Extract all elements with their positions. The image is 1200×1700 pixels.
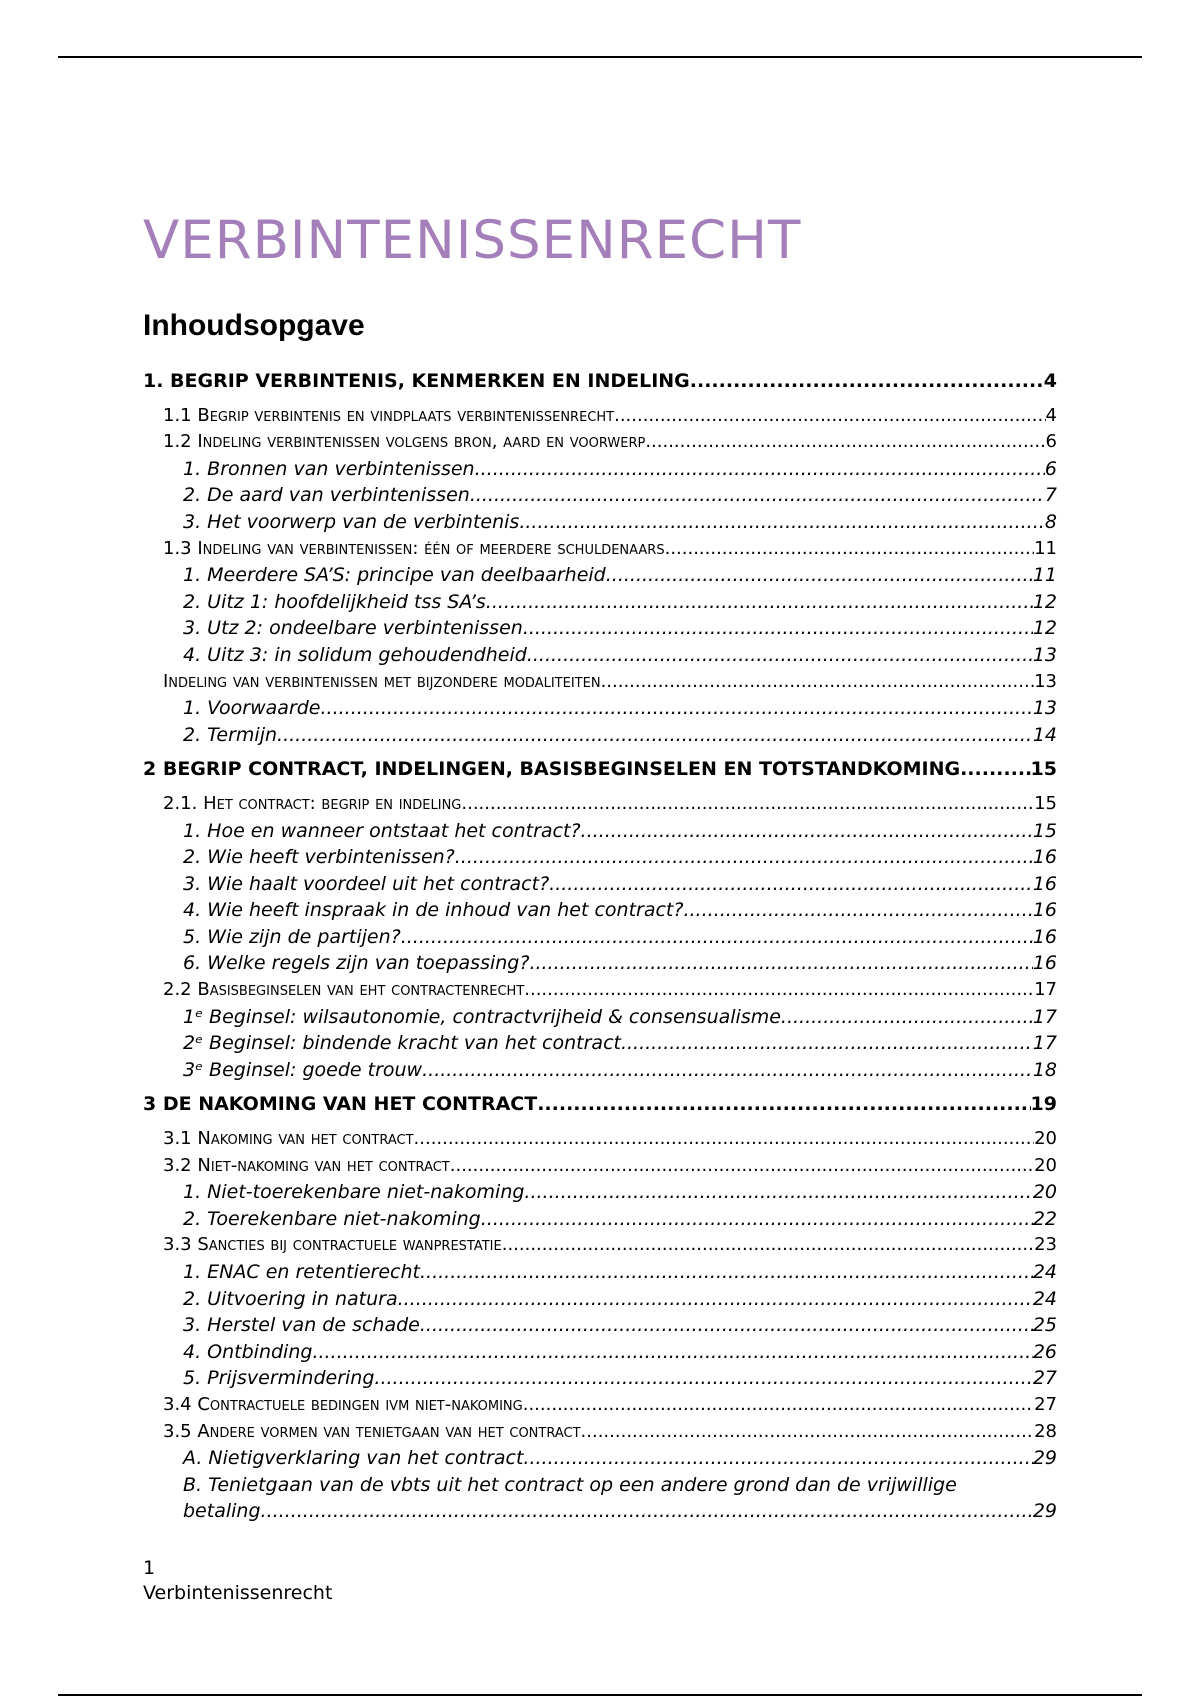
toc-subsection[interactable] (143, 642, 1057, 669)
toc-dot-leader (527, 642, 1033, 669)
toc-page-number: 23 (1034, 1234, 1057, 1256)
toc-subsection[interactable] (143, 562, 1057, 589)
toc-page-number: 19 (1030, 1093, 1057, 1116)
toc-subsection[interactable] (143, 1206, 1057, 1233)
toc-heading: Inhoudsopgave (143, 309, 365, 342)
toc-entry-title: 5. Wie zijn de partijen? (183, 925, 401, 948)
toc-entry-title: 6. Welke regels zijn van toepassing? (183, 952, 530, 975)
toc-subsection[interactable] (143, 1445, 1057, 1472)
toc-entry-title: 3.2 Niet-nakoming van het contract (163, 1154, 450, 1176)
toc-entry-title: 3.5 Andere vormen van tenietgaan van het contract (163, 1420, 581, 1442)
toc-page-number: 16 (1032, 872, 1057, 895)
toc-page-number: 25 (1032, 1314, 1057, 1337)
toc-dot-leader (420, 1259, 1033, 1286)
toc-dot-leader (781, 1004, 1033, 1031)
toc-dot-leader (601, 669, 1035, 696)
toc-dot-leader (414, 1126, 1035, 1153)
toc-dot-leader (960, 756, 1030, 783)
toc-entry-line[interactable]: B. Tenietgaan van de vbts uit het contract op een andere grond dan de vrijwillige (183, 1473, 957, 1496)
toc-dot-leader (422, 1057, 1033, 1084)
toc-page-number: 28 (1034, 1420, 1057, 1442)
toc-subsection[interactable] (143, 897, 1057, 924)
toc-subsection[interactable] (143, 1030, 1057, 1057)
toc-subsection[interactable] (143, 1286, 1057, 1313)
toc-entry-title: 2ᵉ Beginsel: bindende kracht van het contract (183, 1032, 621, 1055)
toc-subsection[interactable] (143, 924, 1057, 951)
toc-section[interactable] (143, 977, 1057, 1004)
toc-page-number: 13 (1032, 697, 1057, 720)
toc-dot-leader (519, 509, 1045, 536)
toc-dot-leader (523, 1445, 1032, 1472)
toc-subsection[interactable] (143, 722, 1057, 749)
toc-chapter[interactable] (143, 1091, 1057, 1118)
toc-subsection[interactable] (143, 871, 1057, 898)
toc-section[interactable] (143, 1126, 1057, 1153)
toc-page-number: 6 (1045, 431, 1057, 453)
toc-subsection[interactable] (143, 1312, 1057, 1339)
toc-chapter[interactable] (143, 756, 1057, 783)
toc-entry-title: 1. Bronnen van verbintenissen (183, 457, 475, 480)
toc-page-number: 14 (1032, 723, 1057, 746)
toc-section[interactable] (143, 403, 1057, 430)
toc-dot-leader (374, 1365, 1032, 1392)
toc-entry-title: 2. Termijn (183, 723, 278, 746)
toc-dot-leader (581, 1419, 1035, 1446)
toc-entry-title: 1. BEGRIP VERBINTENIS, KENMERKEN EN INDELING (143, 370, 690, 392)
toc-dot-leader (261, 1498, 1033, 1525)
toc-dot-leader (523, 1392, 1034, 1419)
page-footer (143, 1556, 332, 1606)
toc-page-number: 16 (1032, 925, 1057, 948)
toc-page-number: 16 (1032, 952, 1057, 975)
toc-subsection[interactable] (143, 1365, 1057, 1392)
toc-page-number: 27 (1032, 1367, 1057, 1390)
toc-subsection[interactable] (143, 456, 1057, 483)
toc-subsection[interactable] (143, 509, 1057, 536)
toc-entry-title: 3. Herstel van de schade (183, 1314, 420, 1337)
toc-entry-title: 1.1 Begrip verbintenis en vindplaats verbintenissenrecht (163, 404, 615, 426)
page-number: 1 (143, 1557, 156, 1579)
toc-subsection[interactable] (143, 1259, 1057, 1286)
toc-entry[interactable] (143, 1498, 1057, 1525)
toc-entry-title: 1. Meerdere SA’S: principe van deelbaarheid (183, 564, 606, 587)
toc-dot-leader (312, 1339, 1032, 1366)
toc-dot-leader (486, 589, 1033, 616)
toc-page-number: 17 (1032, 1005, 1057, 1028)
toc-entry-title: 4. Ontbinding (183, 1340, 313, 1363)
toc-page-number: 11 (1034, 537, 1057, 559)
footer-document-name: Verbintenissenrecht (143, 1582, 333, 1604)
toc-chapter[interactable] (143, 368, 1057, 395)
toc-entry-title: 2 BEGRIP CONTRACT, INDELINGEN, BASISBEGINSELEN EN TOTSTANDKOMING (143, 758, 961, 781)
toc-page-number: 4 (1043, 370, 1057, 392)
toc-page-number: 20 (1032, 1181, 1057, 1204)
toc-page-number: 16 (1032, 899, 1057, 922)
toc-page-number: 16 (1032, 846, 1057, 869)
toc-section[interactable] (143, 429, 1057, 456)
toc-page-number: 24 (1032, 1287, 1057, 1310)
toc-page-number: 27 (1034, 1393, 1057, 1415)
toc-subsection[interactable] (143, 1179, 1057, 1206)
toc-subsection[interactable] (143, 818, 1057, 845)
toc-entry-title: betaling (183, 1500, 261, 1523)
footer-rule (58, 1694, 1142, 1696)
toc-page-number: 15 (1034, 792, 1057, 814)
toc-page-number: 17 (1032, 1032, 1057, 1055)
toc-entry-title: 4. Uitz 3: in solidum gehoudendheid (183, 643, 527, 666)
toc-entry-title: 2.2 Basisbeginselen van eht contractenrecht (163, 979, 525, 1001)
toc-subsection[interactable] (143, 482, 1057, 509)
toc-page-number: 17 (1034, 979, 1057, 1001)
toc-section[interactable] (143, 791, 1057, 818)
toc-dot-leader (524, 977, 1034, 1004)
toc-entry-title: 3. Het voorwerp van de verbintenis (183, 510, 520, 533)
toc-subsection[interactable] (143, 844, 1057, 871)
toc-section[interactable] (143, 1392, 1057, 1419)
toc-dot-leader (621, 1030, 1033, 1057)
toc-entry-title: 1. Hoe en wanneer ontstaat het contract? (183, 819, 581, 842)
toc-entry-title: 2. Uitz 1: hoofdelijkheid tss SA’s (183, 590, 486, 613)
toc-dot-leader (321, 695, 1033, 722)
toc-dot-leader (690, 368, 1044, 395)
toc-page-number: 6 (1044, 457, 1057, 480)
toc-entry-title: 3. Wie haalt voordeel uit het contract? (183, 872, 550, 895)
toc-dot-leader (606, 562, 1033, 589)
toc-dot-leader (502, 1232, 1034, 1259)
toc-dot-leader (481, 1206, 1033, 1233)
toc-entry-title: 3.4 Contractuele bedingen ivm niet-nakoming (163, 1393, 523, 1415)
toc-entry-title: 1ᵉ Beginsel: wilsautonomie, contractvrijheid & consensualisme (183, 1005, 781, 1028)
toc-page-number: 18 (1032, 1058, 1057, 1081)
toc-subsection[interactable] (143, 589, 1057, 616)
toc-dot-leader (529, 950, 1032, 977)
toc-dot-leader (461, 791, 1034, 818)
toc-section[interactable] (143, 1153, 1057, 1180)
toc-subsection[interactable] (143, 1057, 1057, 1084)
toc-dot-leader (581, 818, 1033, 845)
toc-dot-leader (614, 403, 1045, 430)
toc-page-number: 15 (1030, 758, 1057, 781)
toc-page-number: 20 (1034, 1154, 1057, 1176)
toc-dot-leader (455, 844, 1033, 871)
toc-dot-leader (683, 897, 1032, 924)
toc-entry-title: 4. Wie heeft inspraak in de inhoud van het contract? (183, 899, 684, 922)
toc-subsection[interactable] (143, 1004, 1057, 1031)
toc-entry-title: 1. Niet-toerekenbare niet-nakoming (183, 1181, 525, 1204)
toc-section[interactable] (143, 669, 1057, 696)
toc-dot-leader (475, 456, 1045, 483)
toc-dot-leader (645, 429, 1045, 456)
toc-dot-leader (401, 924, 1033, 951)
toc-entry-title: 2. De aard van verbintenissen (183, 484, 470, 507)
toc-dot-leader (549, 871, 1033, 898)
toc-page-number: 26 (1032, 1340, 1057, 1363)
toc-entry-title: 5. Prijsvermindering (183, 1367, 375, 1390)
toc-section[interactable] (143, 1419, 1057, 1446)
toc-subsection[interactable] (143, 950, 1057, 977)
toc-page-number: 20 (1034, 1128, 1057, 1150)
toc-page-number: 11 (1032, 564, 1057, 587)
toc-page-number: 13 (1032, 643, 1057, 666)
toc-entry-title: 1.2 Indeling verbintenissen volgens bron, aard en voorwerp (163, 431, 646, 453)
toc-page-number: 29 (1032, 1500, 1057, 1523)
toc-subsection[interactable] (143, 615, 1057, 642)
toc-page-number: 12 (1032, 590, 1057, 613)
toc-entry-title: 2. Toerekenbare niet-nakoming (183, 1207, 481, 1230)
toc-dot-leader (398, 1286, 1033, 1313)
toc-entry-title: 2. Uitvoering in natura (183, 1287, 398, 1310)
toc-entry-title: 3.1 Nakoming van het contract (163, 1128, 414, 1150)
toc-page-number: 7 (1044, 484, 1057, 507)
toc-page-number: 15 (1032, 819, 1057, 842)
toc-section[interactable] (143, 1232, 1057, 1259)
toc-page-number: 24 (1032, 1261, 1057, 1283)
toc-dot-leader (450, 1153, 1034, 1180)
toc-page-number: 12 (1032, 617, 1057, 640)
toc-dot-leader (665, 536, 1035, 563)
toc-entry-title: A. Nietigverklaring van het contract (183, 1447, 524, 1470)
toc-page-number: 22 (1032, 1207, 1057, 1230)
toc-entry-title: Indeling van verbintenissen met bijzondere modaliteiten (163, 670, 601, 692)
toc-page-number: 8 (1044, 510, 1057, 533)
document-title: VERBINTENISSENRECHT (143, 210, 802, 271)
toc-entry-title: 1. Voorwaarde (183, 697, 321, 720)
toc-entry-title: 2.1. Het contract: begrip en indeling (163, 792, 462, 814)
toc-dot-leader (420, 1312, 1033, 1339)
header-rule (58, 56, 1142, 58)
table-of-contents (143, 360, 1057, 1525)
toc-page-number: 29 (1032, 1447, 1057, 1470)
toc-section[interactable] (143, 536, 1057, 563)
toc-dot-leader (537, 1091, 1030, 1118)
toc-subsection[interactable] (143, 695, 1057, 722)
toc-entry-title: 3. Utz 2: ondeelbare verbintenissen (183, 617, 523, 640)
toc-entry-title: 3.3 Sancties bij contractuele wanprestatie (163, 1234, 502, 1256)
toc-entry-title: 3ᵉ Beginsel: goede trouw (183, 1058, 423, 1081)
toc-entry-title: 3 DE NAKOMING VAN HET CONTRACT (143, 1093, 538, 1116)
toc-subsection[interactable] (143, 1339, 1057, 1366)
toc-page-number: 13 (1034, 670, 1057, 692)
toc-dot-leader (277, 722, 1033, 749)
toc-entry-title: 2. Wie heeft verbintenissen? (183, 846, 455, 869)
toc-dot-leader (524, 1179, 1032, 1206)
toc-page-number: 4 (1045, 404, 1057, 426)
toc-entry-title: 1. ENAC en retentierecht (183, 1261, 420, 1283)
toc-entry-title: 1.3 Indeling van verbintenissen: één of meerdere schuldenaars (163, 537, 665, 559)
toc-dot-leader (523, 615, 1033, 642)
toc-dot-leader (470, 482, 1045, 509)
